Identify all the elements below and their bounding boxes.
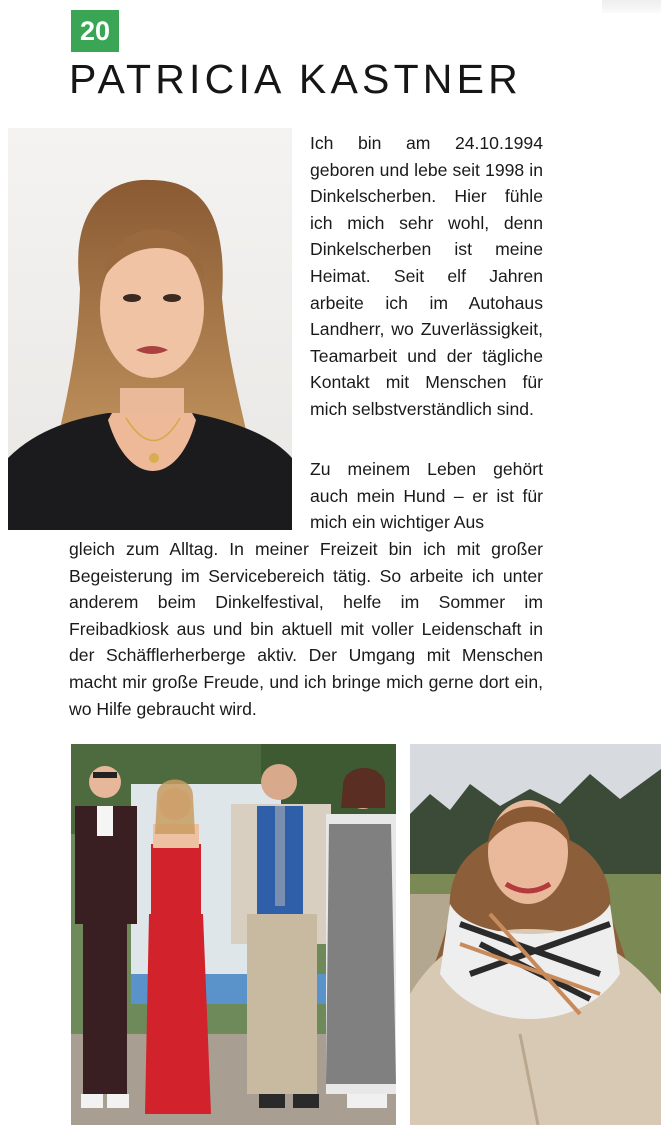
outdoor-photo xyxy=(410,744,661,1125)
corner-mark xyxy=(602,0,661,13)
group-photo xyxy=(71,744,396,1125)
page-title: PATRICIA KASTNER xyxy=(69,56,522,102)
bio-paragraph-2-rest: gleich zum Alltag. In meiner Freizeit bin ich mit großer Begeisterung im Servicebereich tätig. So arbeite ich unter anderem beim Dinkelfestival, helfe im Sommer im Freibadkiosk aus und bin aktuell mit voller Leidenschaft in der Schäfflerherberge aktiv. Der Umgang mit Menschen macht mir große Freude, und ich bringe mich gerne dort ein, wo Hilfe gebraucht wird. xyxy=(69,539,543,719)
page-number-badge: 20 xyxy=(71,10,119,52)
bio-paragraph-2-start: Zu meinem Leben gehört auch mein Hund – er ist für mich ein wichtiger Aus xyxy=(310,459,543,533)
bio-paragraph-1: Ich bin am 24.10.1994 geboren und lebe seit 1998 in Dinkelscherben. Hier fühle ich mich sehr wohl, denn Dinkelscherben ist meine Heimat. Seit elf Jahren arbeite ich im Autohaus Landherr, wo Zuverlässigkeit, Teamarbeit und der tägliche Kontakt mit Menschen für mich selbstverständlich sind. xyxy=(310,133,543,419)
portrait-photo xyxy=(8,128,292,530)
